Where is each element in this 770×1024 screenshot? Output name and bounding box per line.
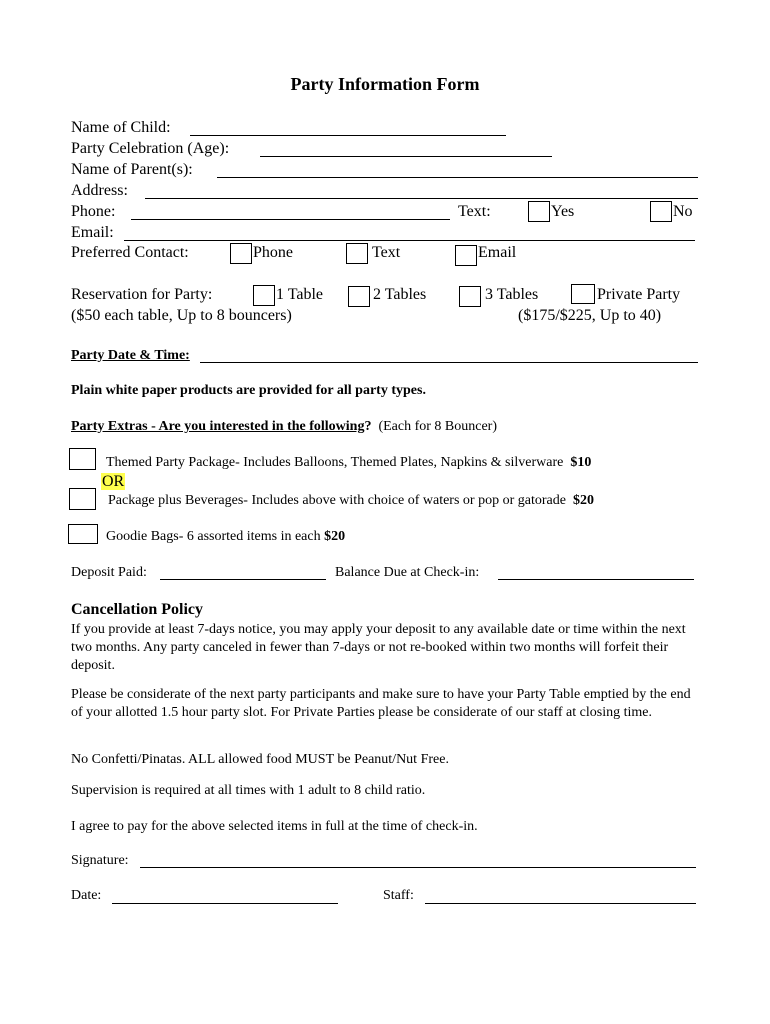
text-label: Text: — [458, 203, 491, 220]
reservation-private-party-checkbox[interactable] — [571, 284, 595, 304]
balance-due-label: Balance Due at Check-in: — [335, 565, 480, 580]
parents-label: Name of Parent(s): — [71, 161, 193, 178]
text-yes-label: Yes — [551, 203, 575, 220]
extra-themed-package-price: $10 — [570, 455, 592, 470]
date-label: Date: — [71, 888, 102, 903]
page-title: Party Information Form — [290, 74, 480, 94]
contact-email-label: Email — [478, 244, 517, 261]
extra-goodie-bags-text: Goodie Bags- 6 assorted items in each — [106, 529, 321, 544]
cancellation-paragraph-4: Supervision is required at all times with 1 adult to 8 child ratio. — [71, 783, 426, 798]
phone-label: Phone: — [71, 203, 116, 220]
deposit-paid-label: Deposit Paid: — [71, 565, 147, 580]
extra-beverages-price: $20 — [572, 493, 594, 508]
extras-note: (Each for 8 Bouncer) — [378, 419, 498, 434]
extra-themed-package — [106, 455, 591, 471]
reservation-3-tables-label: 3 Tables — [485, 286, 539, 303]
extras-heading-suffix: ? — [364, 419, 372, 434]
contact-email-checkbox[interactable] — [455, 245, 477, 266]
cancellation-paragraph-5: I agree to pay for the above selected items in full at the time of check-in. — [71, 819, 478, 834]
extra-goodie-bags-price: $20 — [324, 529, 346, 544]
phone-field[interactable] — [131, 219, 450, 220]
or-highlight: OR — [102, 473, 125, 490]
extras-heading: Party Extras - Are you interested in the following — [71, 419, 365, 434]
address-label: Address: — [71, 182, 128, 199]
celebration-age-field[interactable] — [260, 156, 552, 157]
cancellation-paragraph-2: Please be considerate of the next party participants and make sure to have your Party Table emptied by the end of your allotted 1.5 hour party slot. For Private Parties please be considerate of our staff at closing time. — [71, 687, 691, 720]
party-date-time-field[interactable] — [200, 362, 698, 363]
deposit-paid-field[interactable] — [160, 579, 326, 580]
reservation-note-right: ($175/$225, Up to 40) — [518, 307, 662, 324]
contact-phone-label: Phone — [253, 244, 293, 261]
text-yes-checkbox[interactable] — [528, 201, 550, 222]
staff-field[interactable] — [425, 903, 696, 904]
contact-text-checkbox[interactable] — [346, 243, 368, 264]
reservation-2-tables-checkbox[interactable] — [348, 286, 370, 307]
extra-goodie-bags — [106, 529, 345, 545]
reservation-3-tables-checkbox[interactable] — [459, 286, 481, 307]
balance-due-field[interactable] — [498, 579, 694, 580]
signature-field[interactable] — [140, 867, 696, 868]
extra-beverages-checkbox[interactable] — [69, 488, 96, 510]
reservation-note-left: ($50 each table, Up to 8 bouncers) — [71, 307, 292, 324]
party-date-time-label: Party Date & Time: — [71, 348, 190, 363]
extra-beverages — [108, 493, 594, 509]
text-no-checkbox[interactable] — [650, 201, 672, 222]
address-field[interactable] — [145, 198, 698, 199]
reservation-2-tables-label: 2 Tables — [373, 286, 427, 303]
cancellation-heading: Cancellation Policy — [71, 601, 203, 618]
reservation-label: Reservation for Party: — [71, 286, 213, 303]
reservation-private-party-label: Private Party — [597, 286, 681, 303]
reservation-1-table-checkbox[interactable] — [253, 285, 275, 306]
parents-field[interactable] — [217, 177, 698, 178]
extra-themed-package-checkbox[interactable] — [69, 448, 96, 470]
cancellation-paragraph-3: No Confetti/Pinatas. ALL allowed food MUST be Peanut/Nut Free. — [71, 752, 449, 767]
date-field[interactable] — [112, 903, 338, 904]
celebration-age-label: Party Celebration (Age): — [71, 140, 230, 157]
or-label — [101, 473, 125, 491]
email-label: Email: — [71, 224, 114, 241]
child-name-label: Name of Child: — [71, 119, 171, 136]
extra-beverages-text: Package plus Beverages- Includes above with choice of waters or pop or gatorade — [108, 493, 566, 508]
extra-goodie-bags-checkbox[interactable] — [68, 524, 98, 544]
preferred-contact-label: Preferred Contact: — [71, 244, 189, 261]
reservation-1-table-label: 1 Table — [276, 286, 324, 303]
text-no-label: No — [673, 203, 693, 220]
signature-label: Signature: — [71, 853, 129, 868]
email-field[interactable] — [124, 240, 695, 241]
contact-phone-checkbox[interactable] — [230, 243, 252, 264]
paper-products-note: Plain white paper products are provided for all party types. — [71, 383, 426, 398]
extra-themed-package-text: Themed Party Package- Includes Balloons, Themed Plates, Napkins & silverware — [106, 455, 564, 470]
extras-heading-row — [71, 419, 497, 435]
staff-label: Staff: — [383, 888, 414, 903]
cancellation-paragraph-1: If you provide at least 7-days notice, you may apply your deposit to any available date or time within the next two months. Any party canceled in fewer than 7-days or not re-booked within two months will forfeit their deposit. — [71, 622, 686, 673]
child-name-field[interactable] — [190, 135, 506, 136]
contact-text-label: Text — [372, 244, 401, 261]
